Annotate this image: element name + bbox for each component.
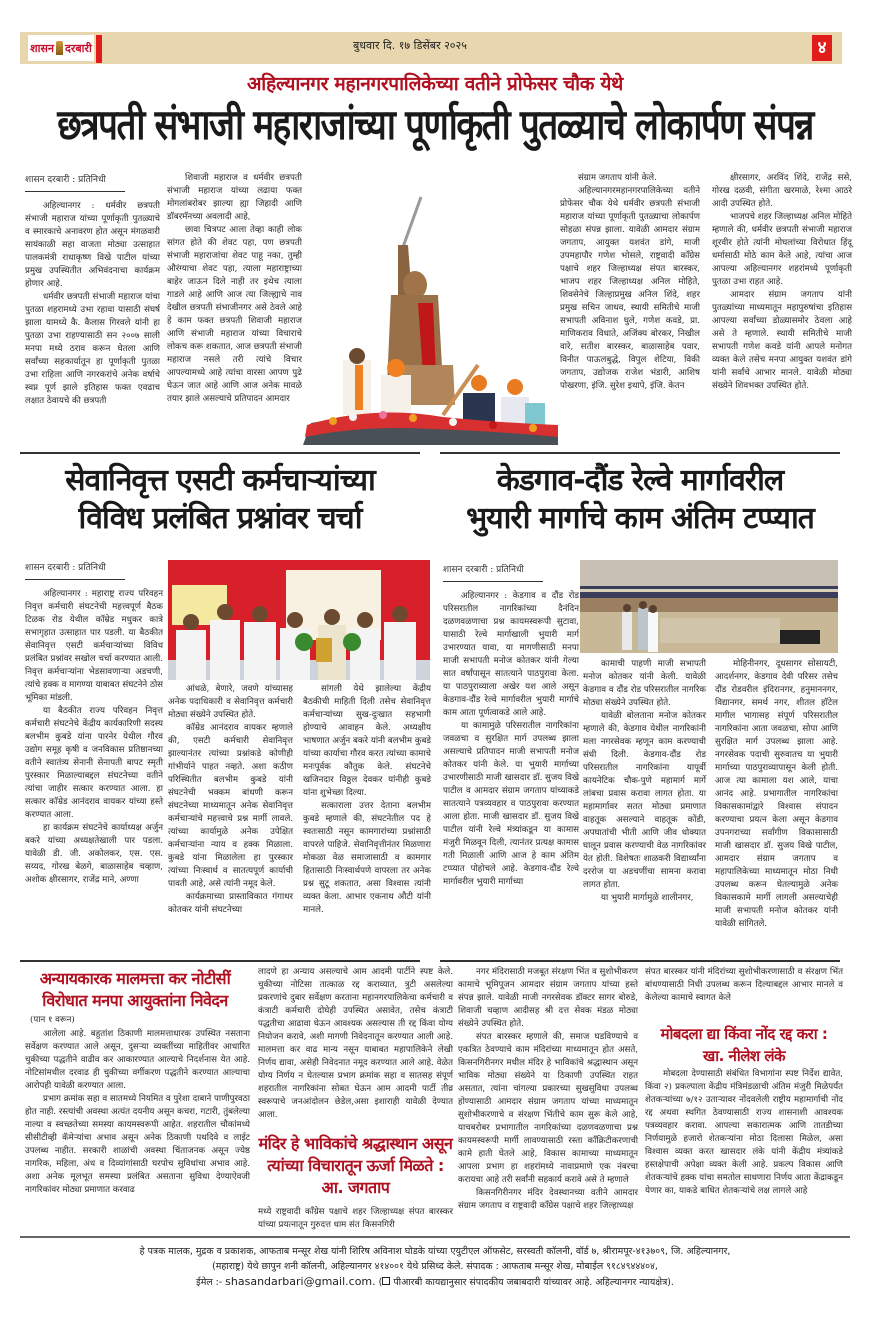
st-headline-line1: सेवानिवृत्त एसटी कर्मचाऱ्यांच्या [65,463,375,498]
paragraph: कामाची पाहणी माजी सभापती मनोज कोतकर यांनी केली. यावेळी केडगाव व दौंड रोड परिसरातील नागरिक मोठ्या संख्येने उपस्थित होते. [583,659,706,708]
lead-column-4 [712,172,852,393]
paragraph: धर्मवीर छत्रपती संभाजी महाराज यांचा पुतळा शहरामध्ये उभा रहावा यासाठी संघर्ष झाला यामध्ये कै. कैलास गिरवले यांनी हा पुतळा उभा राहण्यासाठी सन २००७ साली मनपा मध्ये ठराव करून घेतला आणि सर्वांच्या सहकार्यातून हा पूर्णाकृती पुतळा उभा राहिला आणि नगरकरांचे अनेक वर्षाचे स्वप्न पूर्ण झाले इतिहास फक्त एवढाच लक्षात ठेवायचे की छत्रपती [25,292,160,406]
temple-column-end: संपत बारस्कर यांनी मंदिरांच्या सुशोभीकरणासाठी व संरक्षण भिंत बांधण्यासाठी निधी उपलब्ध करून दिल्याबद्दल आभार मानले व केलेल्या कामाचे स्वागत केले [645,967,843,1003]
paragraph: या भुयारी मार्गामुळे शालीनगर, [601,893,694,903]
lead-column-text [560,172,700,393]
paragraph: क्षीरसागर, अरविंद शिंदे, राजेंद्र ससे, गोरख दळवी, संगीता खरमाळे, रेश्मा आठरे आदी उपस्थित होते. [712,173,852,209]
paragraph: सांगली येथे झालेल्या केंद्रीय बैठकीची माहिती दिली तसेच सेवानिवृत्त कर्मचाऱ्यांच्या सुख-दुःखात सहभागी होण्याचे आवाहन केले. अध्यक्षीय भाषणात अर्जुन बकरे यांनी बलभीम कुबडे यांच्या कार्याचा गौरव करत त्यांच्या कामाचे मनःपूर्वक कौतुक केले. संघटनेचे खजिनदार विठ्ठल देवकर यांनीही कुबडे यांना शुभेच्छा दिल्या. [303,684,431,798]
paragraph: आलेला आहे. बहुतांश ठिकाणी मालमत्ताधारक उपस्थित नसताना सर्वेक्षण करण्यात आले असून, दुसऱ्या व्यक्तींच्या माहितीवर आधारित चुकीच्या पद्धतीने वाढीव कर आकारण्यात आल्याचे निदर्शनास येत आहे. नोटिसांमधील दरवाढ ही चुकीच्या वर्गीकरण पद्धतीने करण्यात आल्याचा आरोपही यावेळी करण्यात आला. [25,1029,250,1091]
st-byline: शासन दरबारी : प्रतिनिधी [25,560,125,580]
paragraph: यावेळी बोलताना मनोज कोतकर म्हणाले की, केडगाव येथील नागरिकांनी मला नगरसेवक म्हणून काम करण्याची संधी दिली. केडगाव-दौंड रोड परिसरातील नागरिकांना यापूर्वी कायनेटिक चौक-पुणे महामार्ग मार्गे लांबचा प्रवास करावा लागत होता. या महामार्गावर सतत मोठ्या प्रमाणात वाहतूक असल्याने वाहतूक कोंडी, अपघातांची भीती आणि जीव धोक्यात घालून प्रवास करण्याची वेळ नागरिकांवर येत होती. विशेषतः शाळकरी विद्यार्थ्यांना दररोज या अडचणींचा सामना करावा लागत होता. [583,711,706,890]
section-divider [20,960,420,962]
st-headline-line2: विविध प्रलंबित प्रश्नांवर चर्चा [78,501,362,536]
section-divider [440,452,840,454]
paragraph: छावा चित्रपट आला तेव्हा काही लोक सांगत होते की शेवट पहा, पण छत्रपती संभाजी महाराजांचा शेवट पाहू नका, तुम्ही औरंग्याचा शेवट पहा, त्याला महाराष्ट्राच्या बाहेर जाऊन दिले नाही तर इथेच त्याला गाडले आहे आणि आज त्या जिल्ह्याचे नाव देखील छत्रपती संभाजीनगर असे ठेवले आहे हे काम फक्त छत्रपती शिवाजी महाराज आणि संभाजी महाराज यांच्या विचाराचे लोकच करू शकतात, आज छत्रपती संभाजी महाराज नसले तरी त्यांचे विचार आपल्यामध्ये आहे त्यांचा वारसा आपण पुढे घेऊन जात आहे आणि आज अनेक मावळे तयार झाले असल्याचे प्रतिपादन आमदार [167,225,302,404]
felicitation-photo-illustration [168,560,430,680]
section-divider [440,960,840,962]
st-column-text [303,683,431,917]
checkbox-icon [382,1277,390,1285]
paragraph: अहिल्यानगर : केडगाव व दौंड रोड परिसरातील नागरिकांच्या दैनंदिन दळणवळणाचा प्रश्न कायमस्वरूपी सुटावा, यासाठी रेल्वे मार्गाखाली भुयारी मार्ग उभारण्यात यावा, या मागणीसाठी मनपा माजी सभापती मनोज कोतकर यांनी गेल्या सात वर्षांपासून सातत्याने पाठपुरावा केला. या पाठपुराव्याला अखेर यश आले असून केडगाव-दौंड रेल्वे मार्गावरील भुयारी मार्गाचे काम आता पूर्णत्वाकडे आले आहे. [443,591,579,718]
footer-divider [20,1236,850,1238]
paragraph: आंधळे, बेणारे, जवणे यांच्यासह अनेक पदाधिकारी व सेवानिवृत्त कर्मचारी मोठ्या संख्येने उपस्थित होते. [168,684,293,720]
temple-headline-line2: त्यांच्या विचारातून ऊर्जा मिळते : [267,1156,444,1175]
statue-photo-illustration [303,175,558,445]
lead-column-1 [25,172,160,408]
lanke-body [645,1068,843,1198]
imprint-footer [20,1244,850,1290]
temple-intro: मध्ये राष्ट्रवादी कॉंग्रेस पक्षाचे शहर जिल्हाध्यक्ष संपत बारस्कर यांच्या प्रयत्नातून गुरुदत्त धाम संत किसनगिरी [258,1207,453,1230]
st-column-3 [303,683,431,917]
tax-continued-label: (पान १ वरून) [30,1015,75,1025]
imprint-line-3: ईमेल :- shasandarbari@gmail.com. ( पीआरबी कायद्यानुसार संपादकीय जबाबदारी यांच्यावर आहे. अहिल्यानगर न्यायक्षेत्र). [196,1275,674,1288]
lead-kicker: अहिल्यानगर महानगरपालिकेच्या वतीने प्रोफेसर चौक येथे [247,73,623,95]
paragraph: अहिल्यानगरमहानगरपालिकेच्या वतीने प्रोफेसर चौक येथे धर्मवीर छत्रपती संभाजी महाराज यांच्या पूर्णाकृती पुतळ्याचा लोकार्पण सोहळा संपन्न झाला. यावेळी आमदार संग्राम जगताप, आयुक्त यशवंत डांगे, माजी उपमहापौर गणेश भोसले, राष्ट्रवादी कॉंग्रेस पक्षाचे शहर जिल्हाध्यक्ष संपत बारस्कर, भाजप शहर जिल्हाध्यक्ष अनिल मोहिते, शिवसेनेचे जिल्हाप्रमुख अनिल शिंदे, शहर प्रमुख सचिन जाधव, स्थायी समितीचे माजी सभापती अविनाश घुले, गणेश कवडे, प्रा. माणिकराव विधाते, अजिंक्य बोरकर, निखील वारे, सतीश बारस्कर, बाळासाहेब पवार, विनीत पाऊलबुद्धे, विपुल शेटिया, विकी जगताप, उद्योजक राजेश भंडारी, आशिष पोखरणा, इंजि. सुरेश इथापे, इंजि. केतन [560,186,700,391]
paragraph: कार्यक्रमाच्या प्रास्ताविकात गंगाधर कोतकर यांनी संघटनेच्या [168,892,293,915]
rail-column-1 [443,562,579,889]
lead-column-2 [167,172,302,406]
lanke-headline [645,1023,843,1067]
logo-accent-bar [96,35,102,63]
tax-headline-line1: अन्यायकारक मालमत्ता कर नोटीसीं [39,969,231,988]
felicitation-photo [168,560,430,680]
page-number: ४ [812,35,832,61]
rail-headline-line1: केडगाव-दौंड रेल्वे मार्गावरील [496,463,784,498]
paragraph: नगर मंदिरासाठी मजबूत संरक्षण भिंत व सुशोभीकरण कामाचे भूमिपूजन आमदार संग्राम जगताप यांच्या हस्ते संपन्न झाले. यावेळी माजी नगरसेवक डॉक्टर सागर बोरुडे, शिवाजी चव्हाण आदीसह श्री दत्त सेवक मंडळ मोठ्या संख्येने उपस्थित होते. [458,967,638,1029]
email-address[interactable]: shasandarbari@gmail.com. [225,1275,376,1288]
rail-column-2 [583,658,706,905]
tax-headline [20,968,250,1012]
railway-underpass-photo [580,560,838,653]
lead-column-text [712,172,852,393]
lead-column-text [167,172,302,406]
imprint-line-2: (महाराष्ट्र) येथे छापुन शनी कॉलनी, अहिल्यानगर ४१४००१ येथे प्रसिध्द केले. संपादक : आफताब मन्सूर शेख, मोबाईल ९१८४९४४४०४, [212,1261,658,1272]
logo-text-right: दरबारी [65,41,92,55]
lanke-headline-line1: मोबदला द्या किंवा नोंद रद्द करा : [660,1025,828,1043]
paragraph: या बैठकीत राज्य परिवहन निवृत्त कर्मचारी संघटनेचे केंद्रीय कार्यकारिणी सदस्य बलभीम कुबडे यांना पारनेर येथील गौरव उद्योग समूह कृषी व जनविकास प्रतिष्ठानच्या वतीने स्वातंत्र्य सेनानी सेनापती बापट स्मृती पुरस्कार मिळाल्याबद्दल संघटनेच्या वतीने त्यांचा जाहीर सत्कार करण्यात आला. हा सत्कार कॉम्रेड आनंदराव वायकर यांच्या हस्ते करण्यात आला. [25,706,163,820]
lead-column-text [25,200,160,408]
paragraph: सत्काराला उत्तर देताना बलभीम कुबडे म्हणाले की, संघटनेतील पद हे स्वतःसाठी नसून कामगारांच्या प्रश्नांसाठी वापरले पाहिजे. सेवानिवृत्तीनंतर मिळणारा मोकळा वेळ समाजासाठी व कामगार हितासाठी निःस्वार्थपणे वापरला तर अनेक प्रश्न सुटू शकतात, असा विश्वास त्यांनी व्यक्त केला. आभार एकनाथ औटी यांनी मानले. [303,801,431,915]
issue-date: बुधवार दि. १७ डिसेंबर २०२५ [353,39,467,52]
paragraph: आमदार संग्राम जगताप यांनी पुतळ्यांच्या माध्यमातून महापुरुषांचा इतिहास आपल्या सर्वांच्या डोळ्यासमोर ठेवला आहे असे ते म्हणाले. स्थायी समितीचे माजी सभापती गणेश कवडे यांनी आपले मनोगत व्यक्त केले तसेच मनपा आयुक्त यशवंत डांगे यांनी सर्वांचे आभार मानले. यावेळी मोठ्या संख्येने शिवभक्त उपस्थित होते. [712,290,852,391]
paragraph: भाजपचे शहर जिल्हाध्यक्ष अनिल मोहिते म्हणाले की, धर्मवीर छत्रपती संभाजी महाराज शूरवीर होते त्यांनी मोघलांच्या विरोधात हिंदू धर्मासाठी मोठे काम केले आहे, त्यांचा आज आपल्या अहिल्यानगर शहरांमध्ये पूर्णाकृती पुतळा उभा राहत आहे. [712,212,852,287]
paragraph: कॉम्रेड आनंदराव वायकर म्हणाले की, एसटी कर्मचारी सेवानिवृत्त झाल्यानंतर त्यांच्या प्रश्नांकडे कोणीही गांभीर्याने पाहत नव्हते. अशा कठीण परिस्थितीत बलभीम कुबडे यांनी संघटनेची भक्कम बांधणी करून संघटनेच्या माध्यमातून अनेक सेवानिवृत्त कर्मचाऱ्यांचे महत्त्वाचे प्रश्न मार्गी लावले. त्यांच्या कार्यामुळे अनेक उपेक्षित कर्मचाऱ्यांना न्याय व हक्क मिळाला. कुबडे यांना मिळालेला हा पुरस्कार त्यांच्या निःस्वार्थ व सातत्यपूर्ण कार्याची पावती आहे, असे त्यांनी नमूद केले. [168,723,293,889]
paragraph: किसनगिरीनगर मंदिर देवस्थानच्या वतीने आमदार संग्राम जगताप व राष्ट्रवादी कॉंग्रेस पक्षाचे शहर जिल्हाध्यक्ष [458,1188,638,1211]
prb-note: पीआरबी कायद्यानुसार संपादकीय जबाबदारी यांच्यावर आहे. अहिल्यानगर न्यायक्षेत्र). [393,1277,674,1288]
tax-column-2: लादणे हा अन्याय असल्याचे आम आदमी पार्टीने स्पष्ट केले. चुकीच्या नोटिसा तात्काळ रद्द कराव्यात, त्रुटी असलेल्या प्रकरणांचे दुबार सर्वेक्षण करताना महानगरपालिकेचा कर्मचारी व कंत्राटी कर्मचारी दोघेही उपस्थित असावेत, तसेच कंत्राटी पद्धतीचा आढावा घेऊन आवश्यक असल्यास ती रद्द किंवा योग्य नियोजन करावे, अशी मागणी निवेदनातून करण्यात आली आहे. मालमत्ता कर वाढ मान्य नसून याबाबत महापालिकेने लेखी निर्णय द्यावा, असेही निवेदनात नमूद करण्यात आले आहे. वेळेत योग्य निर्णय न घेतल्यास प्रभाग क्रमांक सहा व सातसह संपूर्ण शहरातील नागरिकांना सोबत घेऊन आम आदमी पार्टी तीव्र स्वरूपाचे जनआंदोलन छेडेल,असा इशाराही यावेळी देण्यात आला. [258,967,453,1120]
paragraph: संग्राम जगताप यांनी केले. [578,173,657,183]
temple-headline-line3: आ. जगताप [321,1178,390,1197]
newspaper-logo [28,35,94,61]
lead-byline: शासन दरबारी : प्रतिनिधी [25,172,125,192]
paragraph: संपत बारस्कर म्हणाले की, समाज घडविण्याचे व एकत्रित ठेवण्याचे काम मंदिरांच्या माध्यमातून होत असते, किसनगिरीनगर मधील मंदिर हे भाविकांचे श्रद्धास्थान असून भाविक मोठ्या संख्येने या ठिकाणी उपस्थित राहत असतात, त्यांना चांगल्या प्रकारच्या सुखसुविधा उपलब्ध होण्यासाठी आमदार संग्राम जगताप यांच्या माध्यमातून सुशोभीकरणाचे व संरक्षण भिंतीचे काम सुरू केले आहे, याचबरोबर प्रभागातील नागरिकांच्या दळणवळणाचा प्रश्न कायमस्वरूपी मार्गी लावण्यासाठी रस्ता कॉंक्रिटीकरणाची कामे हाती घेतले आहे, विकास कामाच्या माध्यमातून आपला प्रभाग हा शहरांमध्ये नावाप्रमाणे एक नंबरचा करायचा आहे तरी सर्वांनी सहकार्य करावे असे ते म्हणाले [458,1032,638,1185]
rail-headline-line2: भुयारी मार्गाचे काम अंतिम टप्प्यात [466,501,814,536]
paragraph: हा कार्यक्रम संघटनेचे कार्याध्यक्ष अर्जुन बकरे यांच्या अध्यक्षतेखाली पार पडला. यावेळी डी. जी. अकोलकर, एस. एस. सय्यद, गोरख बेळगे, बाळासाहेब चव्हाण, अशोक क्षीरसागर, राजेंद्र माने, अण्णा [25,823,163,885]
st-column-1 [25,560,163,887]
lanke-headline-line2: खा. नीलेश लंके [702,1047,786,1065]
st-column-2 [168,683,293,917]
paragraph: या कामामुळे परिसरातील नागरिकांना जवळचा व सुरक्षित मार्ग उपलब्ध झाला असल्याचे प्रतिपादन माजी सभापती मनोज कोतकर यांनी केले. या भुयारी मार्गाच्या उभारणीसाठी माजी खासदार डॉ. सुजय विखे पाटील व आमदार संग्राम जगताप यांच्याकडे सातत्याने पत्रव्यवहार व पाठपुरावा करण्यात आला होता. माजी खासदार डॉ. सुजय विखे पाटील यांनी रेल्वे मंत्र्यांकडून या कामास मंजुरी मिळवून दिली, त्यानंतर प्रत्यक्ष कामास गती मिळाली आणि आज हे काम अंतिम टप्प्यात पोहोचले आहे. केडगाव-दौंड रेल्वे मार्गावरील भुयारी मार्गाच्या [443,721,579,887]
st-headline [20,462,420,538]
temple-column-main [458,966,638,1213]
section-divider [20,452,420,454]
paragraph: शिवाजी महाराज व धर्मवीर छत्रपती संभाजी महाराज यांच्या लढाया फक्त मोगलांबरोबर झाल्या ह्या जिहादी आणि डॉबरमॅनच्या अवलादी आहे, [167,173,302,222]
st-column-text [25,588,163,887]
tax-column-1 [25,1028,250,1197]
paragraph: अहिल्यानगर : धर्मवीर छत्रपती संभाजी महाराज यांच्या पूर्णाकृती पुतळ्याचे व स्मारकाचे अनावरण होत असून मंगळवारी सायंकाळी सहा वाजता मोठ्या उत्साहात पालकमंत्री राधाकृष्ण विखे पाटील यांच्या प्रमुख उपस्थितीत अभिवंदनाचा कार्यक्रम होणार आहे. [25,201,160,289]
lead-column-3 [560,172,700,393]
email-label: ईमेल :- [196,1277,223,1288]
rail-byline: शासन दरबारी : प्रतिनिधी [443,562,543,582]
rail-column-text [715,658,838,931]
rail-column-text [583,658,706,905]
throne-icon [56,41,63,55]
rail-column-text [443,590,579,889]
paragraph: प्रभाग क्रमांक सहा व सातमध्ये नियमित व पुरेशा दाबाने पाणीपुरवठा होत नाही. रस्त्यांची अवस्था अत्यंत दयनीय असून कचरा, गटारी, तुंबलेल्या नाल्या व स्वच्छतेच्या समस्या कायमस्वरूपी आहेत. शहरातील चौकांमध्ये सीसीटीव्ही कॅमेऱ्यांचा अभाव असून अनेक ठिकाणी पथदिवे व लाईट उपलब्ध नाहीत. सरकारी शाळांची अवस्था चिंताजनक असून ज्येष्ठ नागरिक, महिला, अंध व दिव्यांगांसाठी घरपोच सुविधांचा अभाव आहे. अशा अनेक मूलभूत समस्या प्रलंबित असताना सुविधा देण्याऐवजी नागरिकांवर मोठ्या प्रमाणात करवाढ [25,1094,250,1195]
lead-headline: छत्रपती संभाजी महाराजांच्या पूर्णाकृती पुतळ्याचे लोकार्पण संपन्न [57,102,813,150]
rail-column-3 [715,658,838,931]
railway-photo-illustration [580,560,838,653]
rail-headline [440,462,840,538]
paragraph: मोहिनीनगर, दूधसागर सोसायटी, आदर्शनगर, केडगाव देवी परिसर तसेच दौंड रोडवरील इंदिरानगर, हनुमाननगर, विद्यानगर, समर्थ नगर, शीतल हॉटेल मागील भागासह संपूर्ण परिसरातील नागरिकांना आता जवळचा, सोपा आणि सुरक्षित मार्ग उपलब्ध झाला आहे. नगरसेवक पदाची सुरुवातच या भुयारी मार्गाच्या पाठपुराव्यापासून केली होती. आज त्या कामाला यश आले, याचा आनंद आहे. प्रभागातील नागरिकांचा विकासकामांद्वारे विश्वास संपादन करण्याचा प्रयत्न केला असून केडगाव उपनगराच्या सर्वांगीण विकासासाठी माजी खासदार डॉ. सुजय विखे पाटील, आमदार संग्राम जगताप व महापालिकेच्या माध्यमातून मोठा निधी उपलब्ध करून घेतल्यामुळे अनेक विकासकामे मार्गी लागली असल्याचेही माजी सभापती मनोज कोतकर यांनी यावेळी सांगितले. [715,659,838,929]
paragraph: अहिल्यानगर : महाराष्ट्र राज्य परिवहन निवृत्त कर्मचारी संघटनेची महत्त्वपूर्ण बैठक टिळक रोड येथील कॉम्रेड मधुकर कात्रे सभागृहात उत्साहात पार पडली. या बैठकीत सेवानिवृत्त एसटी कर्मचाऱ्यांच्या विविध प्रलंबित प्रश्नांवर सखोल चर्चा करण्यात आली. निवृत्त कर्मचाऱ्यांना भेडसावणाऱ्या अडचणी, त्यांचे हक्क व मागण्या याबाबत संघटनेने ठोस भूमिका मांडली. [25,589,163,703]
tax-headline-line2: विरोधात मनपा आयुक्तांना निवेदन [42,991,228,1010]
statue-unveiling-photo [303,175,558,445]
imprint-line-1: हे पत्रक मालक, मुद्रक व प्रकाशक, आफताब मन्सूर शेख यांनी शिरिष अविनाश घोडके यांच्या एयुटीएल ऑफसेट, सरस्वती कॉलनी, वॉर्ड ७, श्रीरामपूर-४१३७०९, जि. अहिल्यानगर, [139,1246,731,1257]
st-column-text [168,683,293,917]
temple-headline [258,1133,453,1199]
lanke-body-text: मोबदला देण्यासाठी संबंधित विभागांना स्पष्ट निर्देश द्यावेत, किंवा २) प्रकल्पाला केंद्रीय मंत्रिमंडळाची अंतिम मंजुरी मिळेपर्यंत शेतकऱ्यांच्या ७/१२ उताऱ्यावर नोंदवलेली राष्ट्रीय महामार्गाची नोंद रद्द अथवा स्थगित ठेवण्यासाठी राज्य शासनाशी आवश्यक पत्रव्यवहार करावा. आपल्या सकारात्मक आणि तातडीच्या निर्णयामुळे हजारो शेतकऱ्यांना मोठा दिलासा मिळेल, असा विश्वास व्यक्त करत खासदार लंके यांनी केंद्रीय मंत्र्यांकडे हस्तक्षेपाची अपेक्षा व्यक्त केली आहे. प्रकल्प विकास आणि शेतकऱ्यांचे हक्क यांचा समतोल साधणारा निर्णय आता केंद्राकडून येणार का, याकडे बाधित शेतकऱ्यांचे लक्ष लागले आहे [645,1069,843,1196]
logo-text-left: शासन [30,41,55,55]
temple-headline-line1: मंदिर हे भाविकांचे श्रद्धास्थान असून [258,1134,453,1153]
